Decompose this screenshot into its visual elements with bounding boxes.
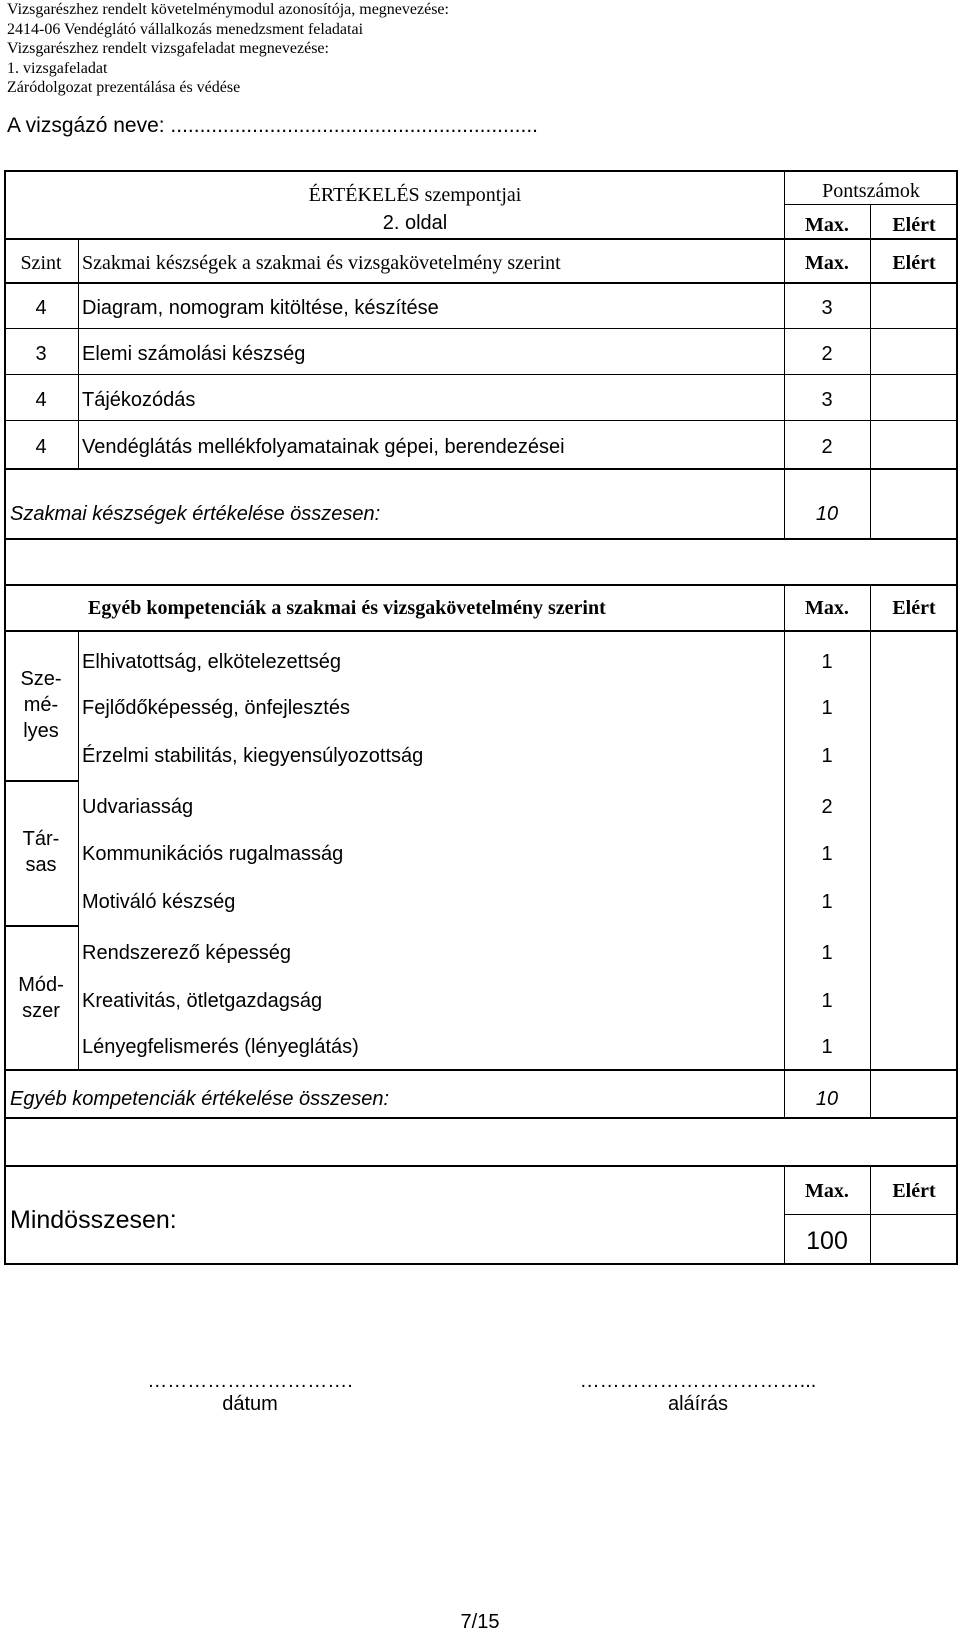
section1-total-label: Szakmai készségek értékelése összesen: [10,503,381,525]
group-label-personal [4,666,78,744]
table-rule [4,1069,958,1071]
group-label-social [4,826,78,878]
grand-total-label: Mindösszesen: [10,1206,177,1234]
table-rule [870,584,871,1117]
row-max: 3 [821,389,833,411]
table-rule [4,538,958,540]
group-label-line: lyes [23,720,59,742]
row-max: 1 [821,697,833,719]
section2-total-value: 10 [815,1088,839,1110]
max-header: Max. [805,214,849,236]
table-rule [4,925,78,927]
header-block [7,0,449,98]
table-rule [4,584,958,586]
row-label: Vendéglátás mellékfolyamatainak gépei, berendezései [82,436,565,458]
table-rule [4,238,958,240]
date-field [100,1370,400,1416]
row-max: 1 [821,1036,833,1058]
table-rule [4,282,958,284]
grand-total-value: 100 [806,1227,848,1255]
table-rule [4,1117,958,1119]
table-rule [784,1214,958,1215]
row-label: Lényegfelismerés (lényeglátás) [82,1036,359,1058]
row-max: 1 [821,843,833,865]
table-border [4,1263,958,1265]
row-label: Fejlődőképesség, önfejlesztés [82,697,350,719]
group-label-line: mé- [23,694,59,716]
date-dots: …………………………. [147,1370,353,1392]
row-max: 2 [821,343,833,365]
row-label: Diagram, nomogram kitöltése, készítése [82,297,439,319]
table-rule [4,1165,958,1167]
points-header: Pontszámok [822,180,920,202]
row-label: Tájékozódás [82,389,196,411]
criteria-title: ÉRTÉKELÉS szempontjai [308,184,522,206]
summary-achieved-header: Elért [892,1180,936,1202]
signature-field [548,1370,848,1416]
section2-achieved-header: Elért [892,597,936,619]
row-max: 1 [821,651,833,673]
table-rule [4,328,958,329]
row-label: Elhivatottság, elkötelezettség [82,651,342,673]
section2-max-header: Max. [805,597,849,619]
group-label-line: Mód- [18,974,64,996]
row-label: Motiváló készség [82,891,236,913]
candidate-name-line: A vizsgázó neve: ............................................................... [7,114,538,137]
header-line-2: 2414-06 Vendéglátó vállalkozás menedzsment feladatai [7,20,364,38]
row-max: 1 [821,745,833,767]
row-label: Udvariasság [82,796,194,818]
section1-total-value: 10 [815,503,839,525]
table-rule [4,780,78,782]
group-label-line: Sze- [20,668,62,690]
level-column-header: Szint [20,252,62,274]
row-label: Rendszerező képesség [82,942,292,964]
table-rule [78,238,79,468]
row-max: 1 [821,891,833,913]
table-rule [78,630,79,1069]
group-label-line: Tár- [22,828,60,850]
table-rule [784,204,958,205]
achieved-header: Elért [892,214,936,236]
row-max: 3 [821,297,833,319]
row-level: 3 [35,343,47,365]
summary-max-header: Max. [805,1180,849,1202]
table-rule [4,630,958,632]
section2-title: Egyéb kompetenciák a szakmai és vizsgakövetelmény szerint [88,597,606,619]
header-line-5: Záródolgozat prezentálása és védése [7,79,241,96]
header-line-4: 1. vizsgafeladat [7,59,108,77]
row-max: 2 [821,436,833,458]
row-label: Érzelmi stabilitás, kiegyensúlyozottság [82,745,424,767]
section1-title: Szakmai készségek a szakmai és vizsgakövetelmény szerint [82,252,561,274]
group-label-line: szer [22,1000,60,1022]
header-line-3: Vizsgarészhez rendelt vizsgafeladat megnevezése: [7,40,329,57]
table-rule [4,420,958,421]
group-label-method [4,972,78,1024]
row-level: 4 [35,436,47,458]
row-level: 4 [35,297,47,319]
signature-label: aláírás [667,1393,729,1415]
row-label: Elemi számolási készség [82,343,306,365]
section1-achieved-header: Elért [892,252,936,274]
page-number: 7/15 [460,1611,500,1633]
section1-max-header: Max. [805,252,849,274]
row-max: 1 [821,990,833,1012]
table-border [4,170,958,172]
header-line-1: Vizsgarészhez rendelt követelménymodul azonosítója, megnevezése: [7,1,449,18]
group-label-line: sas [25,854,57,876]
signature-dots: ……………………………... [579,1370,817,1392]
table-border [956,170,958,1265]
row-label: Kreativitás, ötletgazdagság [82,990,323,1012]
date-label: dátum [222,1393,278,1415]
row-level: 4 [35,389,47,411]
table-rule [4,374,958,375]
section2-total-label: Egyéb kompetenciák értékelése összesen: [10,1088,390,1110]
row-max: 2 [821,796,833,818]
page-subtitle: 2. oldal [382,212,448,234]
row-label: Kommunikációs rugalmasság [82,843,344,865]
row-max: 1 [821,942,833,964]
table-rule [4,468,958,470]
